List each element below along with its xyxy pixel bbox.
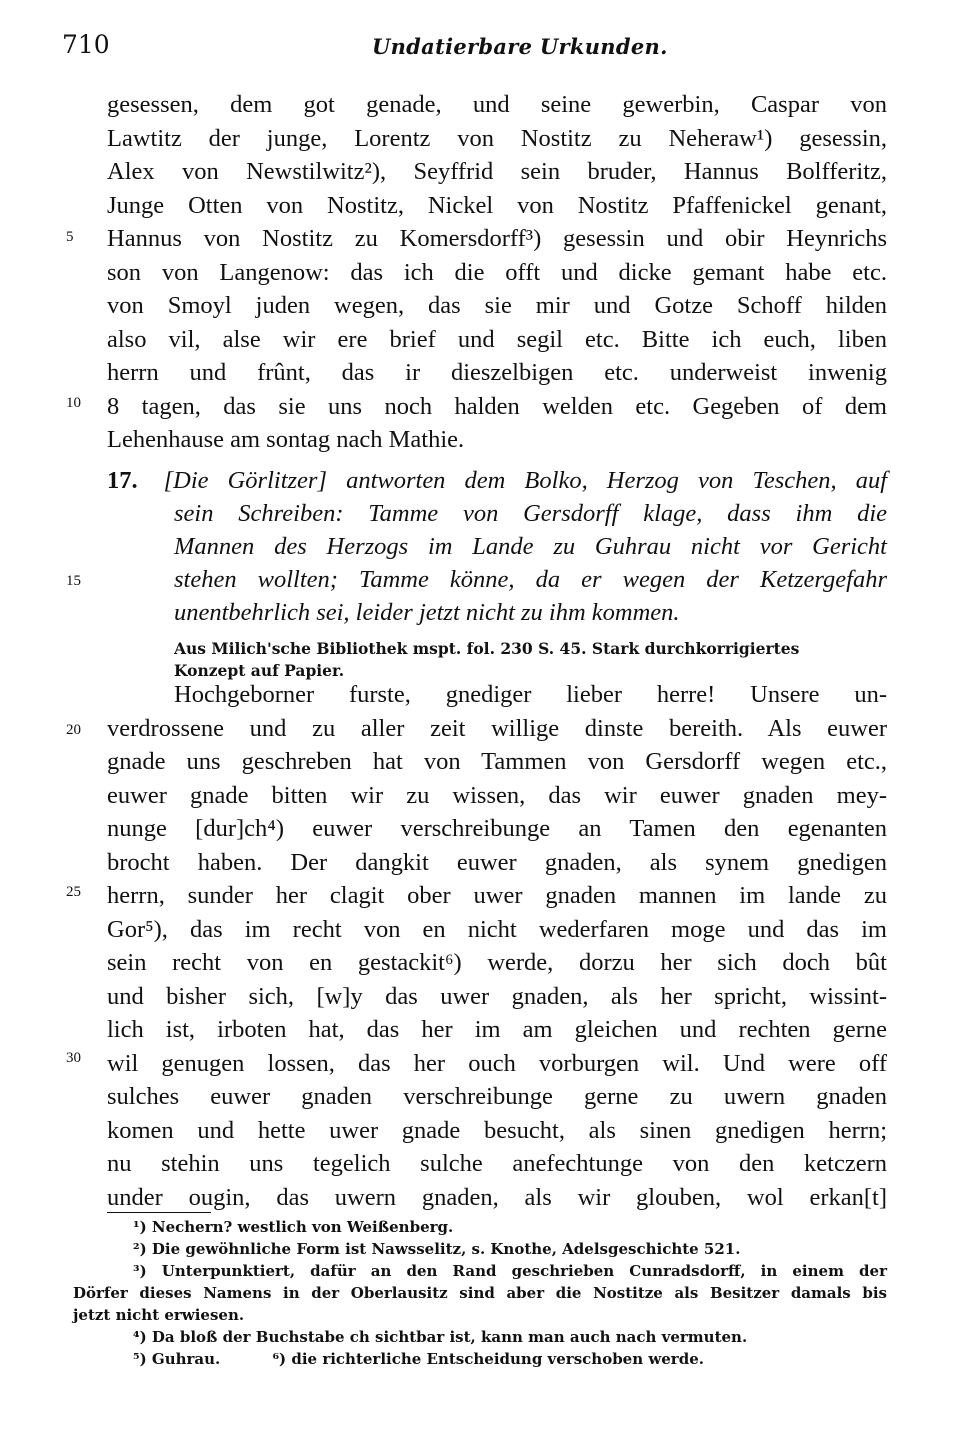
footnote: ³) Unterpunktiert, dafür an den Rand geschrieben Cunradsdorff, in einem der xyxy=(133,1262,887,1280)
text-line: von Smoyl juden wegen, das sie mir und Gotze Schoff hilden xyxy=(107,292,887,319)
text-line: sein recht von en gestackit⁶) werde, dorzu her sich doch bût xyxy=(107,949,887,976)
text-line: herrn und frûnt, das ir dieszelbigen etc. underweist inwenig xyxy=(107,359,887,386)
source-line: Aus Milich'sche Bibliothek mspt. fol. 230 S. 45. Stark durchkorrigiertes xyxy=(174,639,800,658)
footnote: ¹) Nechern? westlich von Weißenberg. xyxy=(133,1218,454,1236)
text-line: verdrossene und zu aller zeit willige dinste bereith. Als euwer xyxy=(107,714,887,742)
footnote: ⁴) Da bloß der Buchstabe ch sichtbar ist, kann man auch nach vermuten. xyxy=(133,1328,748,1346)
text-line: euwer gnade bitten wir zu wissen, das wir euwer gnaden mey- xyxy=(107,781,887,809)
text-line: gnade uns geschreben hat von Tammen von Gersdorff wegen etc., xyxy=(107,748,887,775)
text-line: lich ist, irboten hat, das her im am gleichen und rechten gerne xyxy=(107,1016,887,1043)
regest-line: sein Schreiben: Tamme von Gersdorff klage, dass ihm die xyxy=(174,500,887,527)
line-number: 30 xyxy=(66,1050,81,1066)
text-line: und bisher sich, [w]y das uwer gnaden, als her spricht, wissint- xyxy=(107,982,887,1010)
text-line: Gor⁵), das im recht von en nicht wederfaren moge und das im xyxy=(107,915,887,943)
text-line: also vil, alse wir ere brief und segil etc. Bitte ich euch, liben xyxy=(107,325,887,353)
text-line: wil genugen lossen, das her ouch vorburgen wil. Und were off xyxy=(107,1049,887,1077)
text-line: Lawtitz der junge, Lorentz von Nostitz zu Neheraw¹) gesessin, xyxy=(107,124,887,152)
regest-text: [Die Görlitzer] antworten dem Bolko, Herzog von Teschen, auf xyxy=(163,467,887,494)
continuation-paragraph xyxy=(107,88,887,457)
footnote-continuation: Dörfer dieses Namens in der Oberlausitz sind aber die Nostitze als Besitzer damals bis xyxy=(73,1284,887,1302)
line-number: 10 xyxy=(66,395,81,411)
footnote: ²) Die gewöhnliche Form ist Nawsselitz, s. Knothe, Adelsgeschichte 521. xyxy=(133,1240,741,1258)
source-line: Konzept auf Papier. xyxy=(174,661,345,680)
letter-body xyxy=(107,678,887,1214)
regest-line xyxy=(107,464,887,497)
regest-line: unentbehrlich sei, leider jetzt nicht zu ihm kommen. xyxy=(174,599,680,626)
running-title: Undatierbare Urkunden. xyxy=(372,34,668,59)
text-line: 8 tagen, das sie uns noch halden welden etc. Gegeben of dem xyxy=(107,392,887,420)
page-number: 710 xyxy=(62,30,110,59)
line-number: 25 xyxy=(66,884,81,900)
text-line: herrn, sunder her clagit ober uwer gnaden mannen im lande zu xyxy=(107,882,887,909)
text-line: nu stehin uns tegelich sulche anefechtunge von den ketczern xyxy=(107,1150,887,1177)
page-header xyxy=(62,30,900,70)
footnotes xyxy=(73,1216,887,1370)
regest-line: Mannen des Herzogs im Lande zu Guhrau nicht vor Gericht xyxy=(174,533,887,560)
text-line: nunge [dur]ch⁴) euwer verschreibunge an Tamen den egenanten xyxy=(107,815,887,842)
text-line: brocht haben. Der dangkit euwer gnaden, als synem gnedigen xyxy=(107,848,887,876)
text-line: sulches euwer gnaden verschreibunge gerne zu uwern gnaden xyxy=(107,1083,887,1110)
footnote-rule xyxy=(107,1212,211,1213)
footnote-continuation: jetzt nicht erwiesen. xyxy=(73,1306,245,1324)
text-line: Hochgeborner furste, gnediger lieber herre! Unsere un- xyxy=(174,681,887,708)
text-line: Alex von Newstilwitz²), Seyffrid sein bruder, Hannus Bolfferitz, xyxy=(107,158,887,185)
text-line: Junge Otten von Nostitz, Nickel von Nostitz Pfaffenickel genant, xyxy=(107,191,887,219)
line-number: 5 xyxy=(66,229,74,245)
line-number: 20 xyxy=(66,722,81,738)
text-line: under ougin, das uwern gnaden, als wir glouben, wol erkan[t] xyxy=(107,1183,887,1211)
regest-line: stehen wollten; Tamme könne, da er wegen der Ketzergefahr xyxy=(174,566,887,593)
line-number: 15 xyxy=(66,573,81,589)
text-line: komen und hette uwer gnade besucht, als sinen gnedigen herrn; xyxy=(107,1116,887,1144)
text-line: Hannus von Nostitz zu Komersdorff³) gesessin und obir Heynrichs xyxy=(107,225,887,252)
text-line: gesessen, dem got genade, und seine gewerbin, Caspar von xyxy=(107,91,887,118)
entry-regest xyxy=(107,464,887,629)
entry-number: 17. xyxy=(107,467,138,494)
source-note xyxy=(174,638,886,682)
footnote: ⁵) Guhrau. ⁶) die richterliche Entscheidung verschoben werde. xyxy=(133,1350,704,1368)
text-line: son von Langenow: das ich die offt und dicke gemant habe etc. xyxy=(107,258,887,286)
text-line: Lehenhause am sontag nach Mathie. xyxy=(107,426,465,453)
